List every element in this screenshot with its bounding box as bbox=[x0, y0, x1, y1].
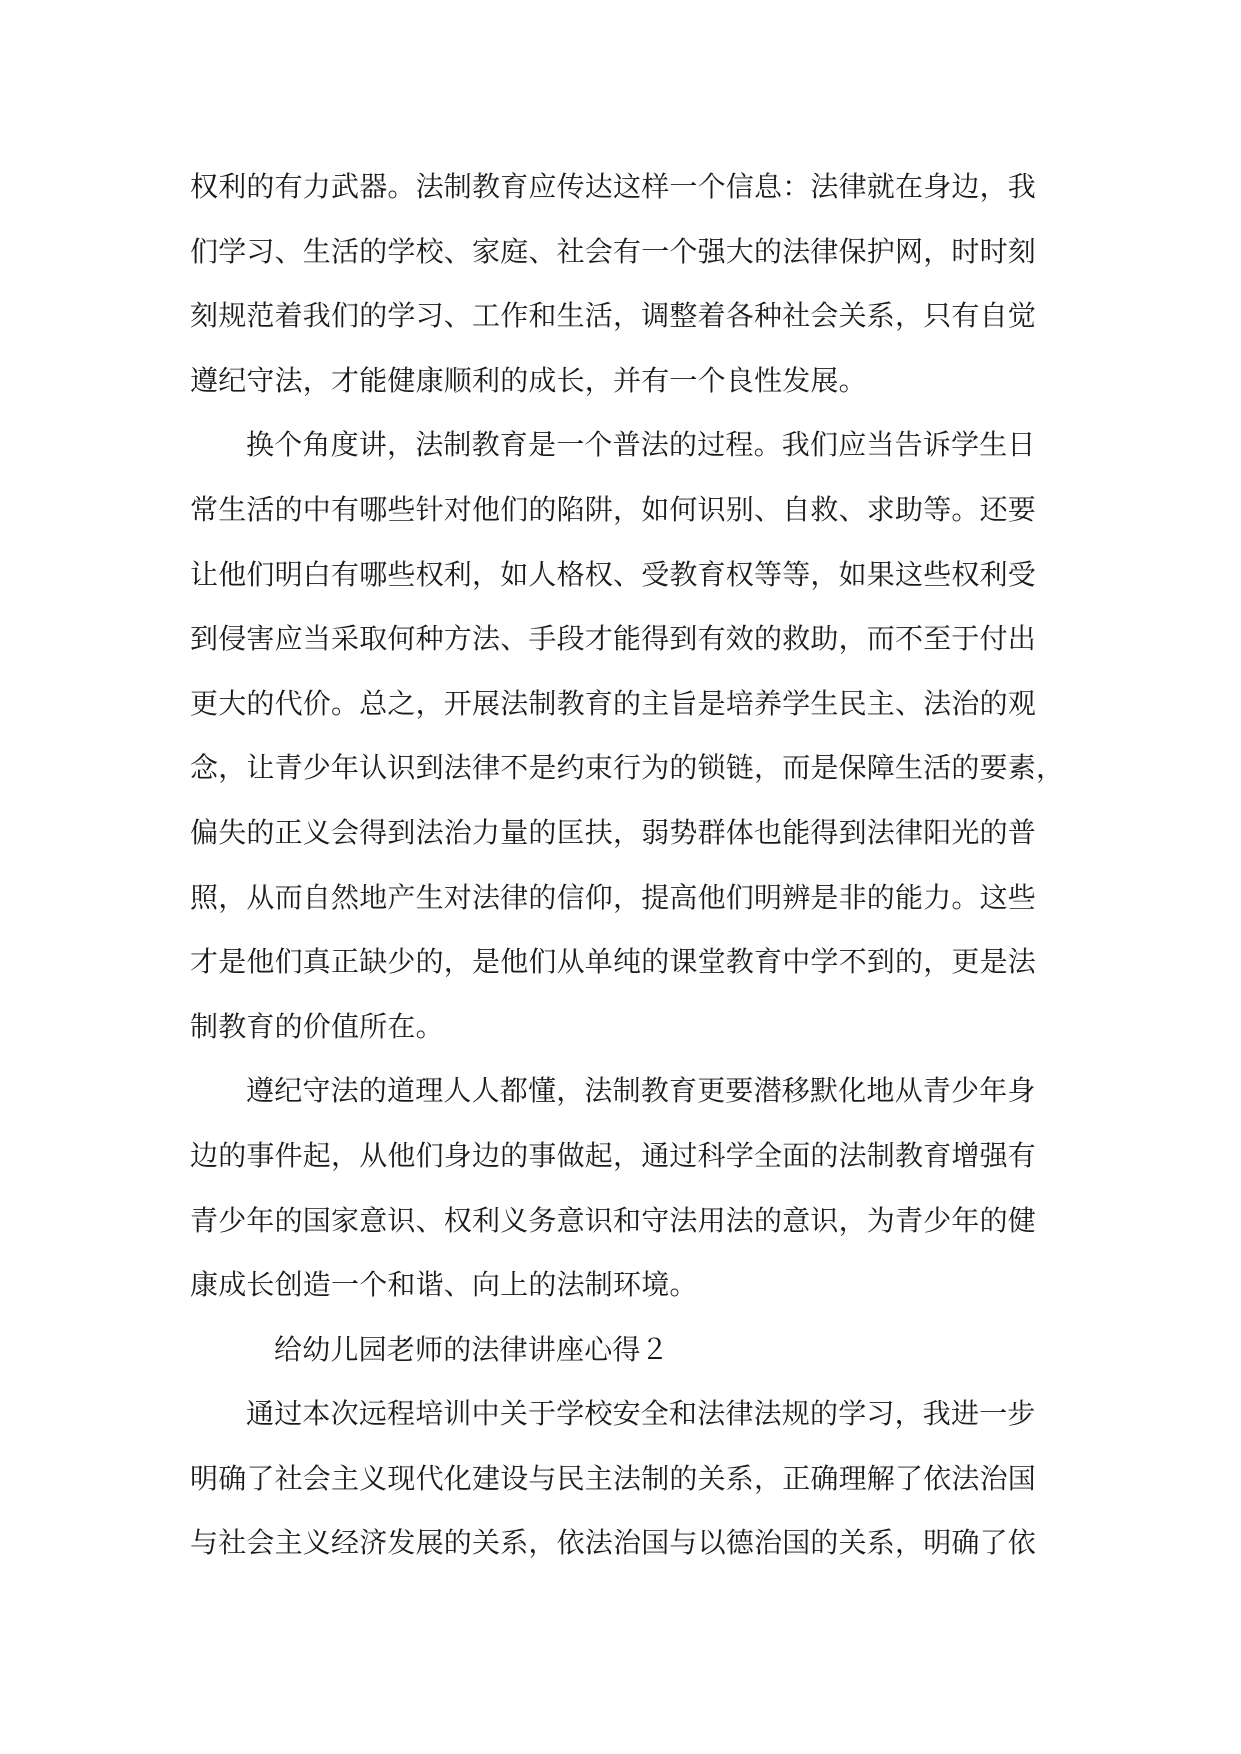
section-heading: 给幼儿园老师的法律讲座心得２ bbox=[274, 1332, 669, 1366]
text-line: 与社会主义经济发展的关系，依法治国与以德治国的关系，明确了依 bbox=[190, 1526, 1037, 1560]
text-line: 遵纪守法的道理人人都懂，法制教育更要潜移默化地从青少年身 bbox=[246, 1074, 1036, 1108]
document-page bbox=[190, 155, 1065, 1576]
text-line: 遵纪守法，才能健康顺利的成长，并有一个良性发展。 bbox=[190, 363, 867, 397]
text-line: 更大的代价。总之，开展法制教育的主旨是培养学生民主、法治的观 bbox=[190, 686, 1037, 720]
text-line: 念，让青少年认识到法律不是约束行为的锁链，而是保障生活的要素， bbox=[190, 751, 1065, 785]
text-line: 刻规范着我们的学习、工作和生活，调整着各种社会关系，只有自觉 bbox=[190, 299, 1037, 333]
text-line: 到侵害应当采取何种方法、手段才能得到有效的救助，而不至于付出 bbox=[190, 622, 1037, 656]
text-line: 通过本次远程培训中关于学校安全和法律法规的学习，我进一步 bbox=[246, 1397, 1036, 1431]
text-line: 权利的有力武器。法制教育应传达这样一个信息：法律就在身边，我 bbox=[190, 170, 1037, 203]
text-line: 偏失的正义会得到法治力量的匡扶，弱势群体也能得到法律阳光的普 bbox=[190, 815, 1037, 849]
text-line: 边的事件起，从他们身边的事做起，通过科学全面的法制教育增强有 bbox=[190, 1138, 1037, 1172]
text-line: 让他们明白有哪些权利，如人格权、受教育权等等，如果这些权利受 bbox=[190, 557, 1037, 591]
text-line: 康成长创造一个和谐、向上的法制环境。 bbox=[190, 1268, 698, 1302]
text-line: 照，从而自然地产生对法律的信仰，提高他们明辨是非的能力。这些 bbox=[190, 880, 1037, 914]
text-line: 青少年的国家意识、权利义务意识和守法用法的意识，为青少年的健 bbox=[190, 1203, 1037, 1237]
text-line: 们学习、生活的学校、家庭、社会有一个强大的法律保护网，时时刻 bbox=[190, 234, 1037, 268]
text-line: 常生活的中有哪些针对他们的陷阱，如何识别、自救、求助等。还要 bbox=[190, 492, 1037, 526]
text-line: 换个角度讲，法制教育是一个普法的过程。我们应当告诉学生日 bbox=[246, 428, 1036, 462]
text-line: 明确了社会主义现代化建设与民主法制的关系，正确理解了依法治国 bbox=[190, 1461, 1037, 1495]
text-line: 制教育的价值所在。 bbox=[190, 1009, 444, 1043]
text-line: 才是他们真正缺少的，是他们从单纯的课堂教育中学不到的，更是法 bbox=[190, 945, 1037, 979]
